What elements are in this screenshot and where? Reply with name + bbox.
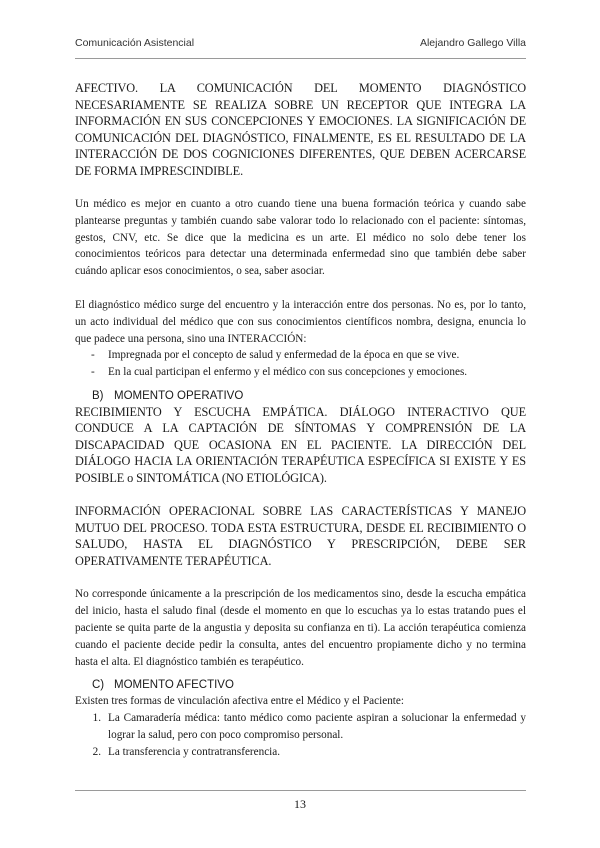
section-title: MOMENTO AFECTIVO (114, 679, 234, 692)
paragraph-vinculacion: Existen tres formas de vinculación afectiva entre el Médico y el Paciente: (75, 695, 404, 708)
section-letter: C) (92, 679, 105, 692)
footer-divider (75, 790, 526, 791)
list-text: La transferencia y contratransferencia. (108, 745, 281, 758)
vinculacion-list (75, 710, 526, 760)
header-author: Alejandro Gallego Villa (419, 37, 526, 49)
paragraph-diagnostico-interaccion: El diagnóstico médico surge del encuentro y la interacción entre dos personas. No es, por lo tanto, un acto individual del médico que con sus conocimientos científicos nombra, designa, enuncia lo que padece una persona, sino una INTERACCIÓN: (75, 298, 526, 345)
header-divider (75, 58, 526, 59)
page-header (75, 37, 526, 49)
list-item: - Impregnada por el concepto de salud y enfermedad de la época en que se vive. (91, 347, 526, 364)
list-number: 2. (92, 745, 101, 758)
section-title: MOMENTO OPERATIVO (114, 389, 244, 402)
paragraph-prescripcion: No corresponde únicamente a la prescripción de los medicamentos sino, desde la escucha empática del inicio, hasta el saludo final (desde el momento en que lo escuchas ya lo estas tratando pues el paciente se quita parte de la angustia y deposita su confianza en ti). La acción terapéutica comienza cuando el paciente decide pedir la consulta, antes del encuentro propiamente dicho y no termina hasta el alta. El diagnóstico también es terapéutico. (75, 588, 526, 668)
paragraph-recibimiento: RECIBIMIENTO Y ESCUCHA EMPÁTICA. DIÁLOGO INTERACTIVO QUE CONDUCE A LA CAPTACIÓN DE SÍNTOMAS Y COMPRENSIÓN DE LA DISCAPACIDAD QUE OCASIONA EN EL PACIENTE. LA DIRECCIÓN DEL DIÁLOGO HACIA LA ORIENTACIÓN TERAPÉUTICA ESPECÍFICA SI EXISTE Y ES POSIBLE o SINTOMÁTICA (NO ETIOLÓGICA). (75, 404, 526, 485)
interaction-list (75, 347, 526, 381)
paragraph-afectivo-diagnostico: AFECTIVO. LA COMUNICACIÓN DEL MOMENTO DIAGNÓSTICO NECESARIAMENTE SE REALIZA SOBRE UN RECEPTOR QUE INTEGRA LA INFORMACIÓN EN SUS CONCEPCIONES Y EMOCIONES. LA SIGNIFICACIÓN DE COMUNICACIÓN DEL DIAGNÓSTICO, FINALMENTE, ES EL RESULTADO DE LA INTERACCIÓN DE DOS COGNICIONES DIFERENTES, QUE DEBEN ACERCARSE DE FORMA IMPRESCINDIBLE. (75, 81, 526, 178)
list-item (75, 710, 526, 744)
list-item: - En la cual participan el enfermo y el médico con sus concepciones y emociones. (91, 364, 526, 381)
paragraph-medico-mejor: Un médico es mejor en cuanto a otro cuando tiene una buena formación teórica y cuando sabe plantearse preguntas y también cuando sabe valorar todo lo relacionado con el paciente: síntomas, gestos, CNV, etc. Se dice que la medicina es un arte. El médico no solo debe tener los conocimientos teóricos para detectar una determinada enfermedad sino que también debe saber cuándo aplicar esos conocimientos, o sea, saber asociar. (75, 198, 526, 278)
header-title: Comunicación Asistencial (75, 37, 195, 49)
list-text: La Camaradería médica: tanto médico como paciente aspiran a solucionar la enfermedad y lograr la salud, pero con poco compromiso personal. (108, 712, 526, 742)
section-heading-afectivo (75, 677, 526, 693)
section-heading-operativo (75, 388, 526, 404)
list-number: 1. (92, 712, 101, 725)
list-item (75, 744, 526, 761)
page-number: 13 (294, 797, 306, 811)
paragraph-informacion-operacional: INFORMACIÓN OPERACIONAL SOBRE LAS CARACTERÍSTICAS Y MANEJO MUTUO DEL PROCESO. TODA ESTA ESTRUCTURA, DESDE EL RECIBIMIENTO O SALUDO, HASTA EL DIAGNÓSTICO Y PRESCRIPCIÓN, DEBE SER OPERATIVAMENTE TERAPÉUTICA. (75, 504, 526, 568)
page-content (75, 80, 526, 761)
section-letter: B) (92, 389, 104, 402)
